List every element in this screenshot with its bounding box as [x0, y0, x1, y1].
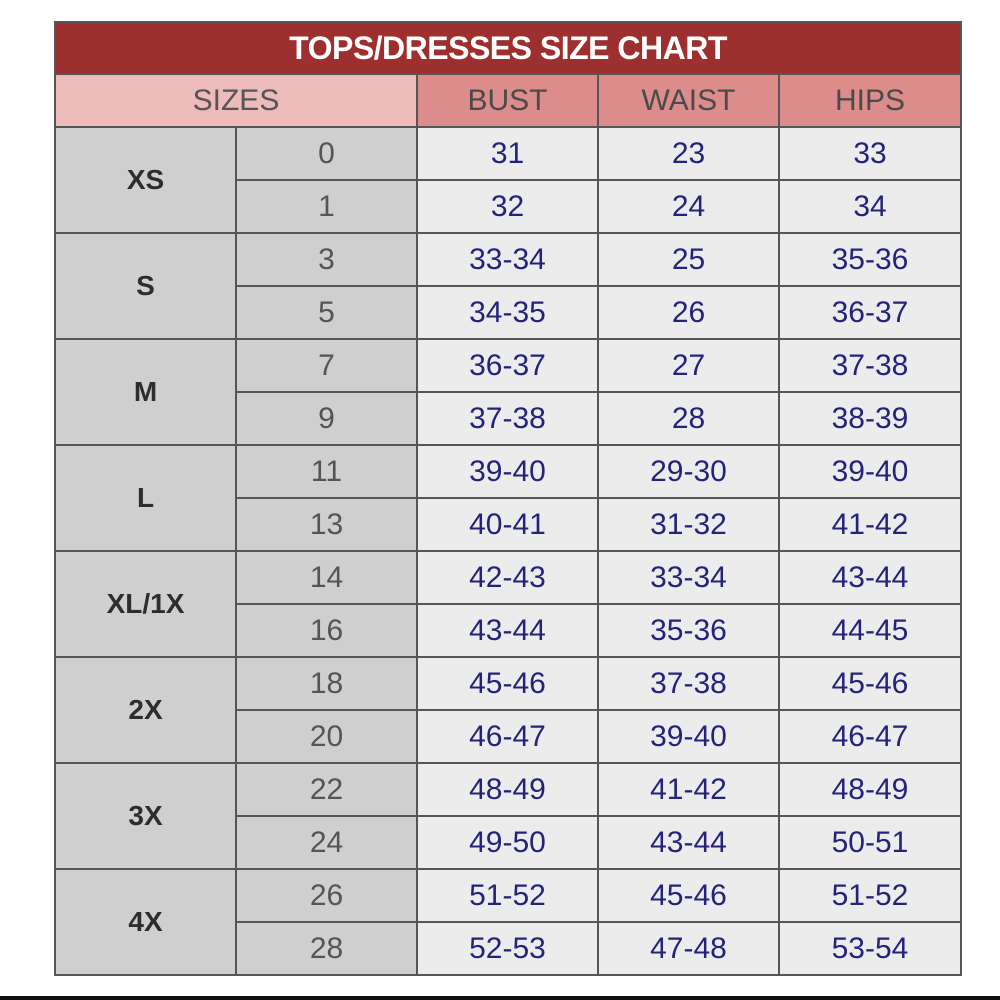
table-row	[55, 657, 961, 710]
size-number: 18	[236, 657, 417, 710]
size-number: 3	[236, 233, 417, 286]
table-row	[55, 551, 961, 604]
size-chart-table	[54, 21, 962, 976]
bust-value: 37-38	[417, 392, 598, 445]
table-row	[55, 339, 961, 392]
bust-value: 34-35	[417, 286, 598, 339]
bust-value: 49-50	[417, 816, 598, 869]
hips-header: HIPS	[779, 74, 961, 127]
bust-value: 39-40	[417, 445, 598, 498]
size-group-label: 2X	[55, 657, 236, 763]
waist-value: 28	[598, 392, 779, 445]
hips-value: 50-51	[779, 816, 961, 869]
size-number: 26	[236, 869, 417, 922]
hips-value: 53-54	[779, 922, 961, 975]
table-row	[55, 763, 961, 816]
hips-value: 48-49	[779, 763, 961, 816]
size-group-label: XL/1X	[55, 551, 236, 657]
hips-value: 37-38	[779, 339, 961, 392]
size-number: 16	[236, 604, 417, 657]
table-row	[55, 233, 961, 286]
waist-value: 43-44	[598, 816, 779, 869]
hips-value: 44-45	[779, 604, 961, 657]
size-group-label: M	[55, 339, 236, 445]
size-number: 28	[236, 922, 417, 975]
waist-value: 26	[598, 286, 779, 339]
waist-value: 25	[598, 233, 779, 286]
size-number: 13	[236, 498, 417, 551]
size-number: 24	[236, 816, 417, 869]
waist-value: 33-34	[598, 551, 779, 604]
bust-value: 43-44	[417, 604, 598, 657]
hips-value: 46-47	[779, 710, 961, 763]
size-group-label: 3X	[55, 763, 236, 869]
bust-value: 42-43	[417, 551, 598, 604]
size-number: 14	[236, 551, 417, 604]
hips-value: 38-39	[779, 392, 961, 445]
hips-value: 51-52	[779, 869, 961, 922]
bust-value: 31	[417, 127, 598, 180]
chart-title: TOPS/DRESSES SIZE CHART	[55, 22, 961, 74]
waist-value: 23	[598, 127, 779, 180]
waist-value: 37-38	[598, 657, 779, 710]
bust-value: 46-47	[417, 710, 598, 763]
size-number: 5	[236, 286, 417, 339]
waist-value: 41-42	[598, 763, 779, 816]
size-number: 22	[236, 763, 417, 816]
hips-value: 33	[779, 127, 961, 180]
waist-value: 47-48	[598, 922, 779, 975]
size-number: 1	[236, 180, 417, 233]
waist-value: 35-36	[598, 604, 779, 657]
sizes-header: SIZES	[55, 74, 417, 127]
size-number: 11	[236, 445, 417, 498]
waist-value: 31-32	[598, 498, 779, 551]
header-row	[55, 74, 961, 127]
table-row	[55, 869, 961, 922]
bust-value: 51-52	[417, 869, 598, 922]
hips-value: 39-40	[779, 445, 961, 498]
size-number: 9	[236, 392, 417, 445]
hips-value: 34	[779, 180, 961, 233]
waist-value: 45-46	[598, 869, 779, 922]
size-group-label: 4X	[55, 869, 236, 975]
waist-value: 29-30	[598, 445, 779, 498]
bottom-border	[0, 996, 1000, 1000]
hips-value: 41-42	[779, 498, 961, 551]
hips-value: 36-37	[779, 286, 961, 339]
hips-value: 43-44	[779, 551, 961, 604]
size-number: 7	[236, 339, 417, 392]
waist-value: 24	[598, 180, 779, 233]
table-row	[55, 127, 961, 180]
hips-value: 45-46	[779, 657, 961, 710]
bust-value: 32	[417, 180, 598, 233]
bust-value: 45-46	[417, 657, 598, 710]
bust-value: 52-53	[417, 922, 598, 975]
bust-value: 33-34	[417, 233, 598, 286]
hips-value: 35-36	[779, 233, 961, 286]
bust-header: BUST	[417, 74, 598, 127]
size-number: 20	[236, 710, 417, 763]
bust-value: 40-41	[417, 498, 598, 551]
size-chart-body	[55, 127, 961, 975]
waist-value: 39-40	[598, 710, 779, 763]
size-group-label: XS	[55, 127, 236, 233]
size-number: 0	[236, 127, 417, 180]
size-group-label: L	[55, 445, 236, 551]
bust-value: 48-49	[417, 763, 598, 816]
bust-value: 36-37	[417, 339, 598, 392]
table-row	[55, 445, 961, 498]
waist-value: 27	[598, 339, 779, 392]
size-group-label: S	[55, 233, 236, 339]
waist-header: WAIST	[598, 74, 779, 127]
title-row	[55, 22, 961, 74]
